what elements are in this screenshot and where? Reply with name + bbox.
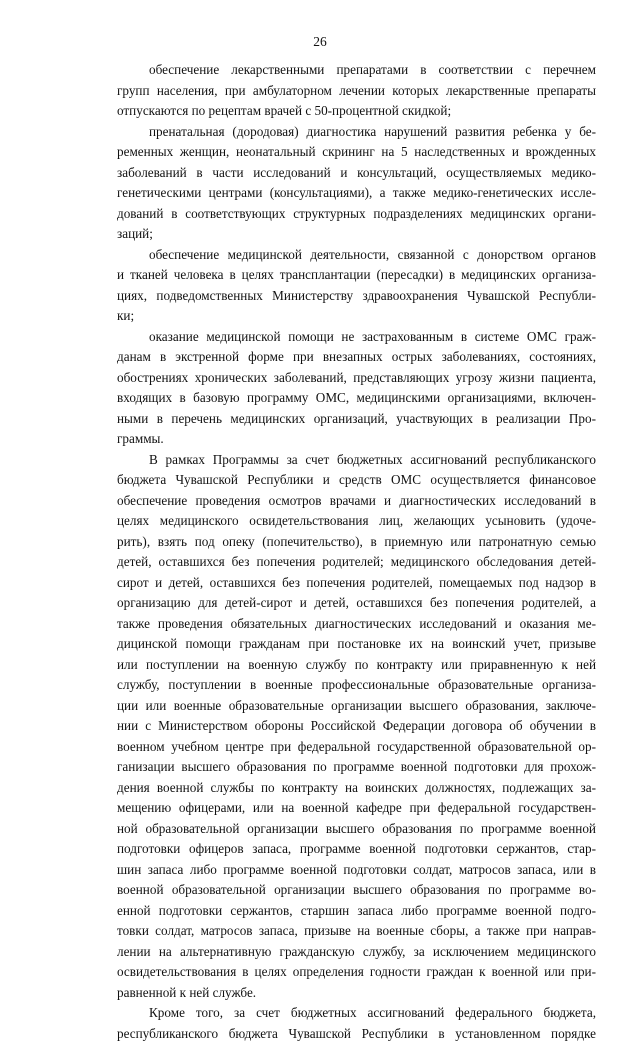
text-line: или поступлении на военную службу по контракту или приравненную к ней: [117, 655, 596, 676]
text-line: товки солдат, матросов запаса, призыве на военные сборы, а также при направ-: [117, 921, 596, 942]
text-line: дований в соответствующих структурных подразделениях медицинских органи-: [117, 204, 596, 225]
text-line: целях медицинского освидетельствования лиц, желающих усыновить (удоче-: [117, 511, 596, 532]
text-line: генетическими центрами (консультациями), а также медико-генетических иссле-: [117, 183, 596, 204]
text-line: равненной к ней службе.: [117, 983, 596, 1004]
text-line: групп населения, при амбулаторном лечении которых лекарственные препараты: [117, 81, 596, 102]
text-line: детей, оставшихся без попечения родителей; медицинского обследования детей-: [117, 552, 596, 573]
text-line: граммы.: [117, 429, 596, 450]
text-line: ции или военные образовательные организации высшего образования, заключе-: [117, 696, 596, 717]
text-line: подготовки офицеров запаса, программе военной подготовки сержантов, стар-: [117, 839, 596, 860]
page-number: 26: [0, 34, 640, 50]
text-line: В рамках Программы за счет бюджетных ассигнований республиканского: [117, 450, 596, 471]
body-text: [117, 60, 596, 1044]
text-line: рить), взять под опеку (попечительство), в приемную или патронатную семью: [117, 532, 596, 553]
text-line: ганизации высшего образования по программе военной подготовки для прохож-: [117, 757, 596, 778]
text-line: освидетельствования в целях определения годности граждан к военной или при-: [117, 962, 596, 983]
text-line: ременных женщин, неонатальный скрининг на 5 наследственных и врожденных: [117, 142, 596, 163]
text-line: обеспечение лекарственными препаратами в соответствии с перечнем: [117, 60, 596, 81]
text-line: военной образовательной организации высшего образования по программе во-: [117, 880, 596, 901]
text-line: обеспечение медицинской деятельности, связанной с донорством органов: [117, 245, 596, 266]
text-line: сирот и детей, оставшихся без попечения родителей, помещаемых под надзор в: [117, 573, 596, 594]
text-line: оказание медицинской помощи не застрахованным в системе ОМС граж-: [117, 327, 596, 348]
text-line: Кроме того, за счет бюджетных ассигнований федерального бюджета,: [117, 1003, 596, 1024]
text-line: пренатальная (дородовая) диагностика нарушений развития ребенка у бе-: [117, 122, 596, 143]
text-line: службу, поступлении в военные профессиональные образовательные организа-: [117, 675, 596, 696]
text-line: мещению офицерами, или на военной кафедре при федеральной государствен-: [117, 798, 596, 819]
text-line: и тканей человека в целях трансплантации (пересадки) в медицинских организа-: [117, 265, 596, 286]
text-line: дицинской помощи гражданам при постановке их на воинский учет, призыве: [117, 634, 596, 655]
text-line: енной подготовки сержантов, старшин запаса либо программе военной подго-: [117, 901, 596, 922]
text-line: заболеваний в части исследований и консультаций, осуществляемых медико-: [117, 163, 596, 184]
text-line: дения военной службы по контракту на воинских должностях, подлежащих за-: [117, 778, 596, 799]
text-line: лении на альтернативную гражданскую службу, за исключением медицинского: [117, 942, 596, 963]
text-line: данам в экстренной форме при внезапных острых заболеваниях, состояниях,: [117, 347, 596, 368]
text-line: обеспечение проведения осмотров врачами и диагностических исследований в: [117, 491, 596, 512]
text-line: нии с Министерством обороны Российской Федерации договора об обучении в: [117, 716, 596, 737]
text-line: циях, подведомственных Министерству здравоохранения Чувашской Республи-: [117, 286, 596, 307]
text-line: республиканского бюджета Чувашской Республики в установленном порядке: [117, 1024, 596, 1044]
text-line: заций;: [117, 224, 596, 245]
text-line: военном учебном центре при федеральной государственной образовательной ор-: [117, 737, 596, 758]
text-line: ной образовательной организации высшего образования по программе военной: [117, 819, 596, 840]
text-line: шин запаса либо программе военной подготовки солдат, матросов запаса, или в: [117, 860, 596, 881]
text-line: ки;: [117, 306, 596, 327]
text-line: обострениях хронических заболеваний, представляющих угрозу жизни пациента,: [117, 368, 596, 389]
text-line: отпускаются по рецептам врачей с 50-процентной скидкой;: [117, 101, 596, 122]
text-line: также проведения обязательных диагностических исследований и оказания ме-: [117, 614, 596, 635]
text-line: организацию для детей-сирот и детей, оставшихся без попечения родителей, а: [117, 593, 596, 614]
text-line: ными в перечень медицинских организаций, участвующих в реализации Про-: [117, 409, 596, 430]
text-line: входящих в базовую программу ОМС, медицинскими организациями, включен-: [117, 388, 596, 409]
text-line: бюджета Чувашской Республики и средств ОМС осуществляется финансовое: [117, 470, 596, 491]
